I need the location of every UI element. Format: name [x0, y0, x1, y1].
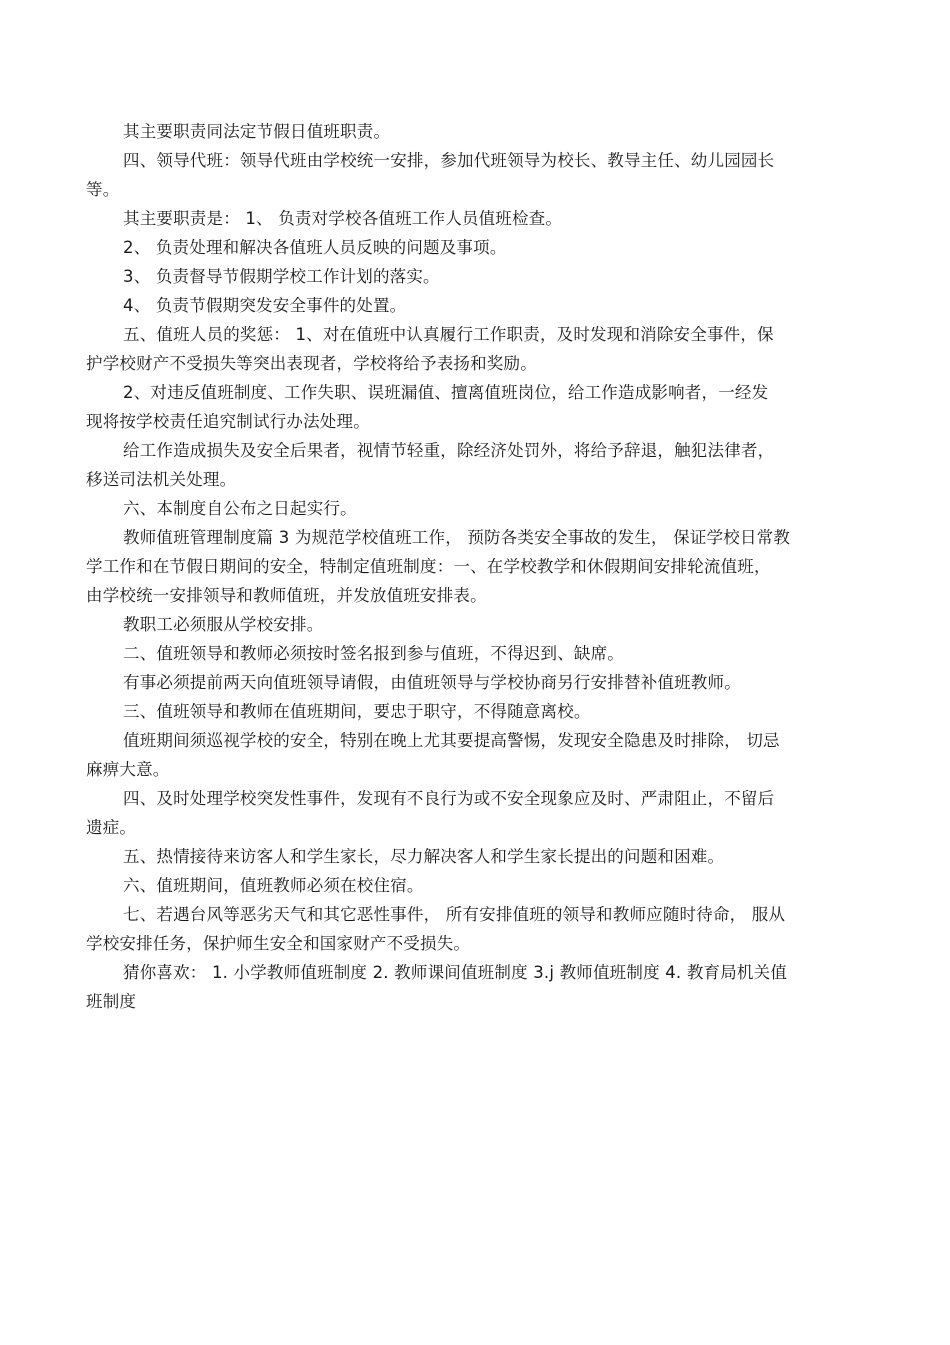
text-line: 其主要职责同法定节假日值班职责。	[123, 122, 391, 141]
text-line: 等。	[86, 180, 120, 199]
text-line: 五、值班人员的奖惩： 1、对在值班中认真履行工作职责，及时发现和消除安全事件，保	[123, 325, 774, 344]
text-line: 其主要职责是： 1、 负责对学校各值班工作人员值班检查。	[123, 209, 563, 228]
text-line: 3、 负责督导节假期学校工作计划的落实。	[123, 267, 440, 286]
text-line: 护学校财产不受损失等突出表现者，学校将给予表扬和奖励。	[86, 354, 537, 373]
text-line: 班制度	[86, 992, 137, 1011]
text-line: 二、值班领导和教师必须按时签名报到参与值班，不得迟到、缺席。	[123, 644, 624, 663]
text-line: 七、若遇台风等恶劣天气和其它恶性事件， 所有安排值班的领导和教师应随时待命， 服从	[123, 905, 786, 924]
text-line: 教职工必须服从学校安排。	[123, 615, 324, 634]
text-line: 猜你喜欢： 1. 小学教师值班制度 2. 教师课间值班制度 3.j 教师值班制度 4. 教育局机关值	[123, 963, 788, 982]
text-line: 四、领导代班：领导代班由学校统一安排，参加代班领导为校长、教导主任、幼儿园园长	[123, 151, 775, 170]
text-line: 2、 负责处理和解决各值班人员反映的问题及事项。	[123, 238, 507, 257]
text-line: 由学校统一安排领导和教师值班，并发放值班安排表。	[86, 586, 487, 605]
text-line: 学工作和在节假日期间的安全，特制定值班制度：一、在学校教学和休假期间安排轮流值班，	[86, 557, 771, 576]
text-line: 现将按学校责任追究制试行办法处理。	[86, 412, 370, 431]
text-line: 4、 负责节假期突发安全事件的处置。	[123, 296, 407, 315]
text-line: 三、值班领导和教师在值班期间，要忠于职守，不得随意离校。	[123, 702, 591, 721]
text-line: 值班期间须巡视学校的安全，特别在晚上尤其要提高警惕，发现安全隐患及时排除， 切忌	[123, 731, 780, 750]
text-line: 教师值班管理制度篇 3 为规范学校值班工作， 预防各类安全事故的发生， 保证学校日常教	[123, 528, 791, 547]
document-body	[86, 117, 868, 1016]
text-line: 有事必须提前两天向值班领导请假，由值班领导与学校协商另行安排替补值班教师。	[123, 673, 741, 692]
text-line: 移送司法机关处理。	[86, 470, 237, 489]
text-line: 五、热情接待来访客人和学生家长，尽力解决客人和学生家长提出的问题和困难。	[123, 847, 725, 866]
text-line: 六、值班期间，值班教师必须在校住宿。	[123, 876, 424, 895]
text-line: 遗症。	[86, 818, 137, 837]
text-line: 给工作造成损失及安全后果者，视情节轻重，除经济处罚外，将给予辞退，触犯法律者，	[123, 441, 775, 460]
text-line: 六、本制度自公布之日起实行。	[123, 499, 357, 518]
text-line: 2、对违反值班制度、工作失职、误班漏值、擅离值班岗位，给工作造成影响者，一经发	[123, 383, 769, 402]
text-line: 麻痹大意。	[86, 760, 170, 779]
text-line: 四、及时处理学校突发性事件，发现有不良行为或不安全现象应及时、严肃阻止，不留后	[123, 789, 775, 808]
text-line: 学校安排任务，保护师生安全和国家财产不受损失。	[86, 934, 471, 953]
